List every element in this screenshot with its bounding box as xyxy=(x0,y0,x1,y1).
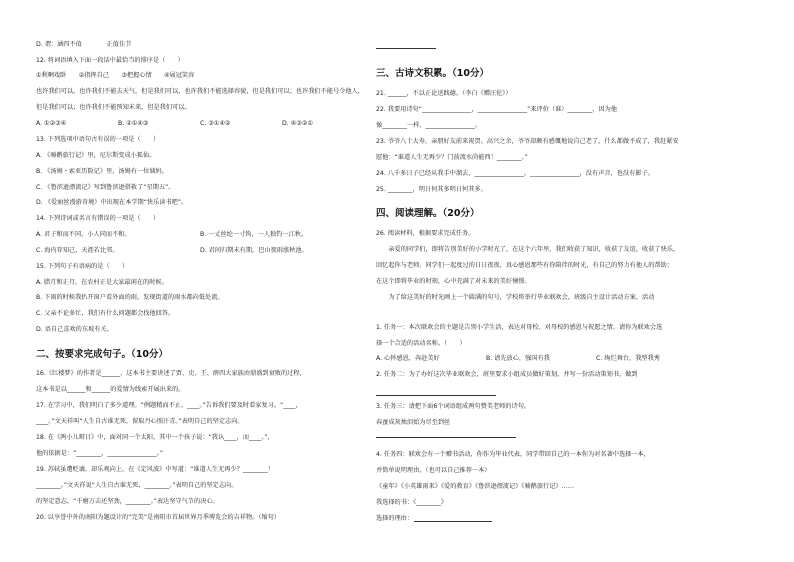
q11-option-d: D. 谓：涵四不值 正值佳节 xyxy=(36,41,132,48)
material-line3: 在这个即将毕业的时刻，心中充满了对未来的美好憧憬。 xyxy=(376,278,531,285)
q25: 25. ________，明日何其多明日何其多。 xyxy=(376,186,487,193)
q13-option-a: A. 《骑鹅旅行记》里，尼尔斯变成小狐仙。 xyxy=(36,152,156,159)
q18-line1: 18. 在《两小儿辩日》中，面对同一个太阳，其中一个孩子说：“我认____，而____。”， xyxy=(36,434,274,441)
q16-line2: 这本书是以______和______的爱情为线索开展出来的。 xyxy=(36,386,185,393)
q17-line1: 17. 在学习中，我们明白了多少道理。“例题精而不止。____。”告诉我们要及时看家复习。“____， xyxy=(36,402,302,409)
q12-option-a: A. ①②③④ xyxy=(36,120,67,127)
reason-label: 选择的理由： xyxy=(376,515,414,522)
q18-line2: 他的依据是：“________，________________。” xyxy=(36,450,164,457)
q12-paragraph-line2: 但是我们可以；也许我们不能预知未来，但是我们可以。 xyxy=(36,104,191,111)
task2-line1: 2. 任务二：为了办好这次毕业联欢会，班里要求小组成员做好策划，并写一份活动策划书，做到 xyxy=(376,371,638,378)
q21: 21. ______，不以正论送践德。（李白《赠汪伦》） xyxy=(376,90,512,97)
q17-line2: ____。”文天祥叫“人生自古谁无死，留取丹心照汗青。”表明自己的坚定志向。 xyxy=(36,418,244,425)
q14-option-c: C. 海内存知己，天涯若比邻。 xyxy=(36,247,119,254)
q23-line2: 慰他：“谁道人生无再少？门前流水尚能西！________。” xyxy=(376,154,528,161)
q19-line2: ________。”文天祥说“人生自古谁无死，________。”表明自己的坚定志向。 xyxy=(36,482,238,489)
material-line1: 亲爱的同学们，即将告别美好的小学时光了，在这个六年里，我们收获了知识，收获了友谊，收获了快乐， xyxy=(376,246,680,253)
q15-option-d: D. 语自己喜欢的东坡有关。 xyxy=(36,326,113,333)
task2-answer-line xyxy=(376,395,496,396)
q12-option-c: C. ③①④② xyxy=(200,120,231,127)
q12-stem: 12. 将词语填入下面一段话中最恰当的排序是（ ） xyxy=(36,57,184,64)
task4-line2: 并简单说明理由。（也可以自己推荐一本） xyxy=(376,467,491,474)
task1-line2: 择一个合适的活动名称。（ ） xyxy=(376,340,466,347)
q19-line3: 的坚定意志，“千磨万击还坚劲，________。”表达坚守气节的决心。 xyxy=(36,498,219,505)
q22-line2: 像________一样，________________。 xyxy=(376,122,482,129)
q14-option-b: B. 一丈丝纶一寸钩，一人独钓一江秋。 xyxy=(200,231,308,238)
q14-option-d: D. 君问归期未有期，巴山夜雨涨秋池。 xyxy=(200,247,308,254)
q15-stem: 15. 下列句子有语病的是（ ） xyxy=(36,263,129,270)
task3-answer-line xyxy=(376,437,516,438)
task1-line1: 1. 任务一：本次联欢会的主题是告别小学生活，表达对母校、对母校的感恩与祝愿之情。请你为联欢会选 xyxy=(376,324,663,331)
q15-option-b: B. 下雨的时候我扒开窗户看外面的雨，发现街道的雨水都向低处流。 xyxy=(36,294,224,301)
section-2-heading: 二、按要求完成句子。（10分） xyxy=(36,349,168,360)
q12-option-b: B. ②①④③ xyxy=(118,120,149,127)
q15-option-c: C. 父亲不论多忙，我们有什么问题都会找他回答。 xyxy=(36,310,175,317)
q13-option-c: C. 《鲁滨逊漂流记》写到鲁滨逊搭救了“星期五”。 xyxy=(36,184,175,191)
q14-option-a: A. 君子和而不同，小人同而不和。 xyxy=(36,231,131,238)
task3-stem: 3. 任务三：请把下面6个词语组成两句赞美老师的诗句。 xyxy=(376,403,531,410)
q13-option-b: B. 《汤姆・索亚历险记》里，汤姆有一位姨妈。 xyxy=(36,168,168,175)
material-line4: 为了给这美好的时光画上一个圆满的句号，学校将举行毕业联欢会，班级自主设计活动方案，活动 xyxy=(376,294,655,301)
q16-line1: 16.《红楼梦》的作者是______，这本书主要讲述了贾、史、王、薛四大家族由鼎盛到衰败的过程， xyxy=(36,370,306,377)
q12-paragraph-line1: 也许我们可以，也许我们不能去天气，但是我们可以，也许我们不能选择容貌，但是我们可以；也许我们不能号令他人， xyxy=(36,88,364,95)
q22-line1: 22. 我要用诗句“________________，________________”来评价（谁）________，因为他 xyxy=(376,106,617,113)
q13-option-d: D. 《爱丽丝漫游奇境》中出现在本学期“快乐读书吧”。 xyxy=(36,199,188,206)
q23-line1: 23. 爷爷八十大寿，亲朋好友前来祝贺。高兴之余，爷爷却颇有感慨地说自己老了，什么都做不成了，我赶紧安 xyxy=(376,138,679,145)
q19-line1: 19. 苏轼虽遭贬谪，却乐观向上，在《定风波》中写道：“谁道人生无再少？________！ xyxy=(36,466,274,473)
q20-answer-line xyxy=(376,48,436,49)
task1-option-b: B. 请先放心，强国有我 xyxy=(486,355,550,362)
section-3-heading: 三、古诗文积累。（10分） xyxy=(376,68,489,79)
q26-stem: 26. 阅读材料，根据要求完成任务。 xyxy=(376,230,475,237)
section-4-heading: 四、阅读理解。（20分） xyxy=(376,208,480,219)
q13-stem: 13. 下列选项中语句古有误的一项是（ ） xyxy=(36,136,160,143)
q12-option-d: D. ④③②① xyxy=(282,120,313,127)
q24: 24. 八千多日子已经从我手中溜去，________________，________________，没有声音，也没有影子。 xyxy=(376,170,654,177)
book-list: 《童年》《小英雄雨来》《爱的教育》《鲁滨逊漂流记》《骑鹅旅行记》…… xyxy=(376,483,574,490)
q15-option-a: A. 腊月和正月，在农村正是大家最闲在的时候。 xyxy=(36,279,168,286)
q14-stem: 14. 下列诗词或名言有错误的一项是（ ） xyxy=(36,215,160,222)
reason-answer-line xyxy=(414,521,492,522)
task1-option-a: A. 心怀感恩，奔赴美好 xyxy=(376,355,440,362)
q20-stem: 20. 以享誉中外的南阳为题设计的“完美”是南阳市首届世界月季博览会的吉祥物。（缩句） xyxy=(36,514,281,521)
material-line2: 回忆起你与老师、同学们一起度过的日日夜夜，真心感恩那些有你陪伴的时光，有自己的努力有他人的帮助； xyxy=(376,262,673,269)
q12-words: ①利啊戏卧 ②指挥自己 ③把握心情 ④展冠笑容 xyxy=(36,72,195,79)
chosen-book: 我选择的书：《________》 xyxy=(376,499,448,506)
task3-words: 春蚕成灰烛泪始为尽至到丝 xyxy=(376,419,451,426)
task1-option-c: C. 绚烂舞台，我型我秀 xyxy=(596,355,660,362)
task4-line1: 4. 任务四：联欢会有一个赠书活动，你作为毕业代表，同学带回自己的一本你为对名著中选择一本， xyxy=(376,451,650,458)
